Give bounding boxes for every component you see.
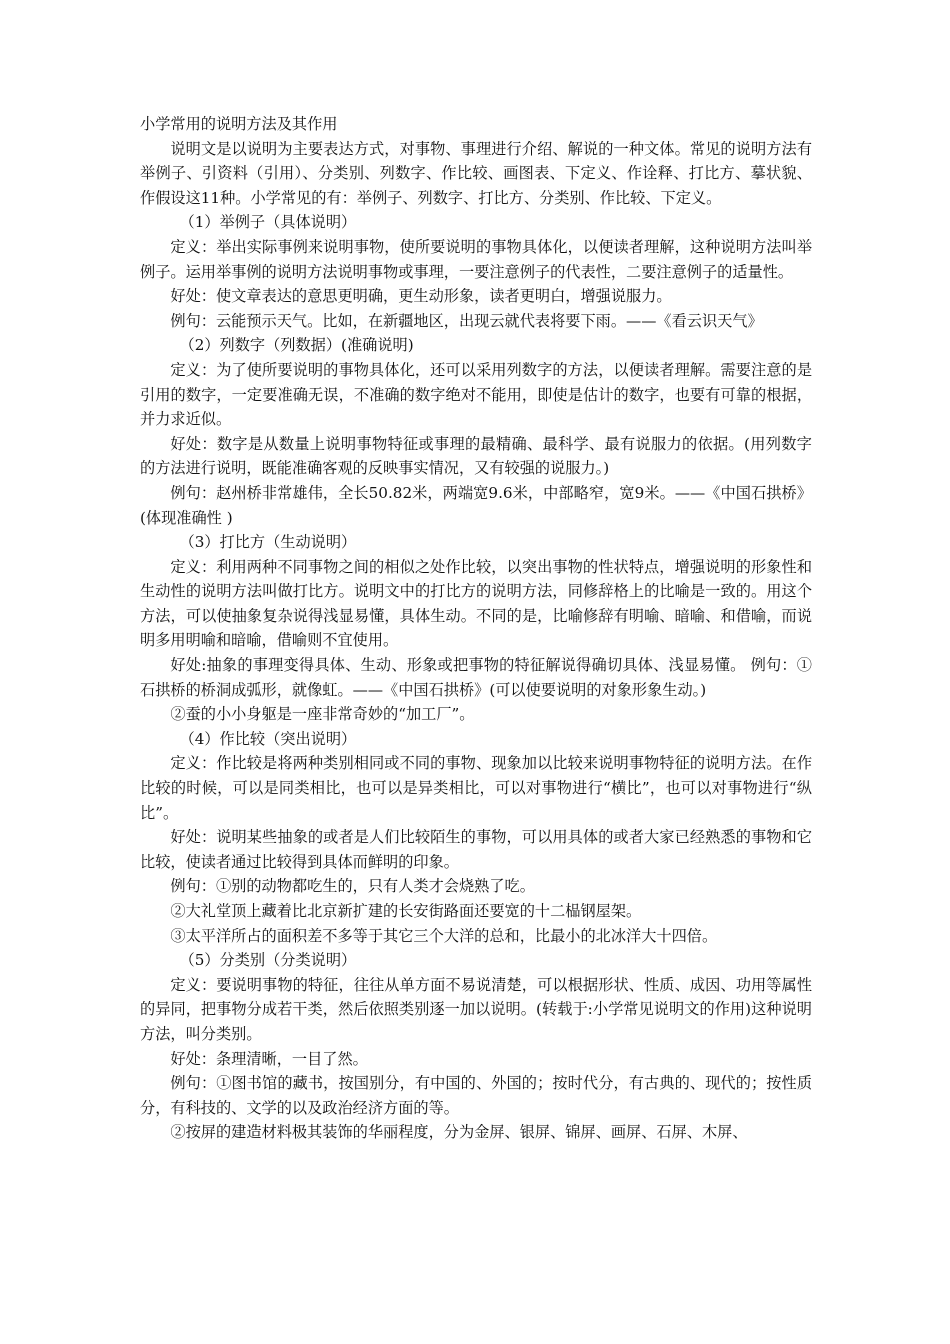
section-5-benefit: 好处：条理清晰，一目了然。 xyxy=(170,1049,368,1068)
section-2-example: 例句：赵州桥非常雄伟，全长50.82米，两端宽9.6米，中部略窄，宽9米。——《中国石拱桥》(体现准确性 ) xyxy=(140,483,812,527)
section-3-heading: （3）打比方（生动说明） xyxy=(179,533,357,552)
section-5-example-2: ②按屏的建造材料极其装饰的华丽程度，分为金屏、银屏、锦屏、画屏、石屏、木屏、 xyxy=(170,1123,748,1142)
section-1-definition: 定义：举出实际事例来说明事物，使所要说明的事物具体化，以便读者理解，这种说明方法叫举例子。运用举事例的说明方法说明事物或事理，一要注意例子的代表性，二要注意例子的适量性。 xyxy=(140,237,812,281)
section-3-definition: 定义：利用两种不同事物之间的相似之处作比较，以突出事物的性状特点，增强说明的形象性和生动性的说明方法叫做打比方。说明文中的打比方的说明方法，同修辞格上的比喻是一致的。用这个方法，可以使抽象复杂说得浅显易懂，具体生动。不同的是，比喻修辞有明喻、暗喻、和借喻，而说明多用明喻和暗喻，借喻则不宜使用。 xyxy=(140,557,812,650)
section-4-definition: 定义：作比较是将两种类别相同或不同的事物、现象加以比较来说明事物特征的说明方法。在作比较的时候，可以是同类相比，也可以是异类相比，可以对事物进行“横比”，也可以对事物进行“纵比”。 xyxy=(140,754,812,822)
section-1-benefit: 好处：使文章表达的意思更明确，更生动形象，读者更明白，增强说服力。 xyxy=(170,287,672,306)
section-5-definition: 定义：要说明事物的特征，往往从单方面不易说清楚，可以根据形状、性质、成因、功用等属性的异同，把事物分成若干类，然后依照类别逐一加以说明。(转载于:小学常见说明文的作用)这种说明方法，叫分类别。 xyxy=(140,975,812,1043)
document-body xyxy=(140,112,812,1145)
section-4-example-1: 例句：①别的动物都吃生的，只有人类才会烧熟了吃。 xyxy=(170,877,535,896)
section-2-definition: 定义：为了使所要说明的事物具体化，还可以采用列数字的方法，以便读者理解。需要注意的是引用的数字，一定要准确无误，不准确的数字绝对不能用，即使是估计的数字，也要有可靠的根据，并力求近似。 xyxy=(140,360,812,429)
section-5-example-1: 例句：①图书馆的藏书，按国别分，有中国的、外国的；按时代分，有古典的、现代的；按性质分，有科技的、文学的以及政治经济方面的等。 xyxy=(140,1074,812,1117)
section-1-heading: （1）举例子（具体说明） xyxy=(179,213,357,232)
section-2-benefit: 好处：数字是从数量上说明事物特征或事理的最精确、最科学、最有说服力的依据。(用列数字的方法进行说明，既能准确客观的反映事实情况，又有较强的说服力。) xyxy=(140,434,812,478)
section-3-example-2: ②蚕的小小身躯是一座非常奇妙的“加工厂”。 xyxy=(170,705,475,724)
section-5-heading: （5）分类别（分类说明） xyxy=(179,951,357,970)
section-3-benefit: 好处:抽象的事理变得具体、生动、形象或把事物的特征解说得确切具体、浅显易懂。 例句：①石拱桥的桥洞成弧形，就像虹。——《中国石拱桥》(可以使要说明的对象形象生动。) xyxy=(140,656,812,699)
section-4-heading: （4）作比较（突出说明） xyxy=(179,729,357,748)
section-4-benefit: 好处：说明某些抽象的或者是人们比较陌生的事物，可以用具体的或者大家已经熟悉的事物和它比较，使读者通过比较得到具体而鲜明的印象。 xyxy=(140,828,812,871)
document-title: 小学常用的说明方法及其作用 xyxy=(140,115,338,133)
section-4-example-3: ③太平洋所占的面积差不多等于其它三个大洋的总和，比最小的北冰洋大十四倍。 xyxy=(170,926,718,945)
intro-paragraph: 说明文是以说明为主要表达方式，对事物、事理进行介绍、解说的一种文体。常见的说明方法有举例子、引资料（引用）、分类别、列数字、作比较、画图表、下定义、作诠释、打比方、摹状貌、作假设这11种。小学常见的有：举例子、列数字、打比方、分类别、作比较、下定义。 xyxy=(140,139,812,207)
section-1-example: 例句：云能预示天气。比如，在新疆地区，出现云就代表将要下雨。——《看云识天气》 xyxy=(170,311,763,330)
section-2-heading: （2）列数字（列数据）(准确说明) xyxy=(179,336,414,355)
section-4-example-2: ②大礼堂顶上藏着比北京新扩建的长安街路面还要宽的十二榀钢屋架。 xyxy=(170,902,642,920)
